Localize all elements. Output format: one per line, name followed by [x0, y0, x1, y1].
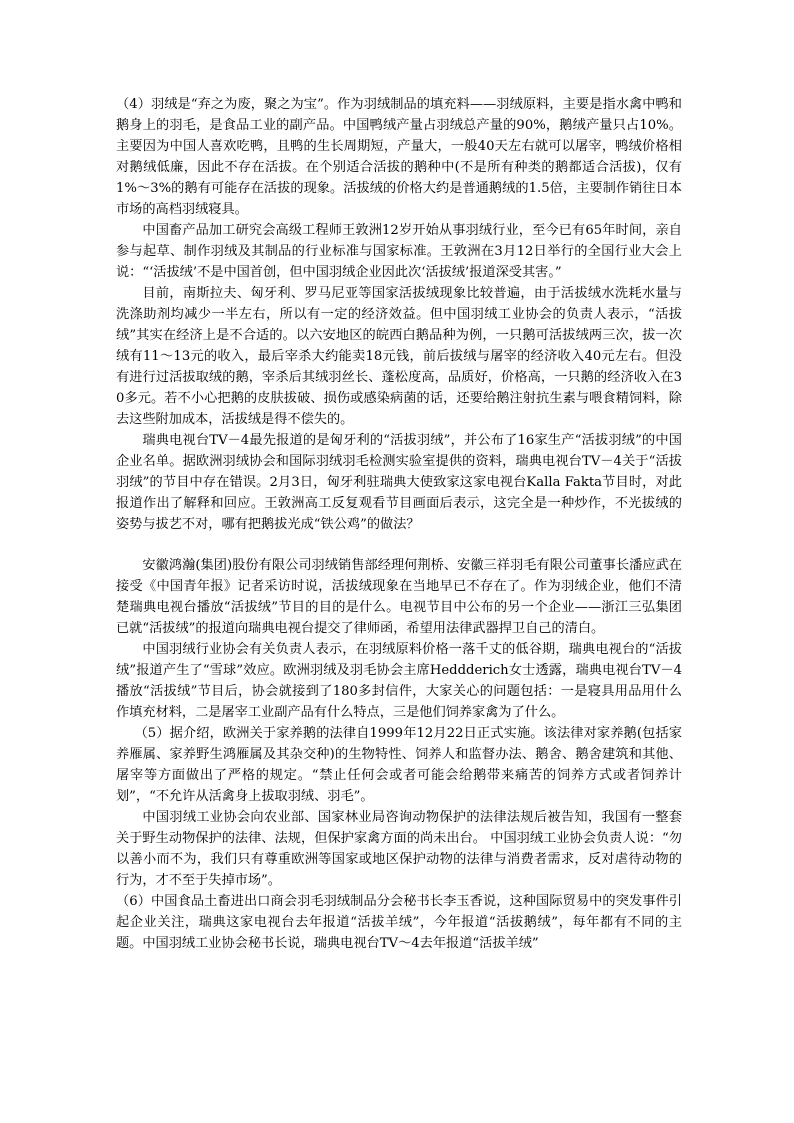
- paragraph-6: 中国羽绒行业协会有关负责人表示，在羽绒原料价格一落千丈的低谷期，瑞典电视台的“活拔绒”报道产生了“雪球”效应。欧洲羽绒及羽毛协会主席Heddderich女士透露，瑞典电视台TV－4播放“活拔绒”节目后，协会就接到了180多封信件，大家关心的问题包括：一是寝具用品用什么作填充材料，二是屠宰工业副产品有什么特点，三是他们饲养家禽为了什么。: [116, 642, 682, 720]
- paragraph-2: 中国畜产品加工研究会高级工程师王敦洲12岁开始从事羽绒行业，至今已有65年时间，亲自参与起草、制作羽绒及其制品的行业标准与国家标准。王敦洲在3月12日举行的全国行业大会上说：“‘活拔绒’不是中国首创，但中国羽绒企业因此次‘活拔绒’报道深受其害。”: [116, 223, 682, 280]
- paragraph-9: （6）中国食品土畜进出口商会羽毛羽绒制品分会秘书长李玉香说，这种国际贸易中的突发事件引起企业关注，瑞典这家电视台去年报道“活拔羊绒”，今年报道“活拔鹅绒”，每年都有不同的主题。中国羽绒工业协会秘书长说，瑞典电视台TV～4去年报道“活拔羊绒”: [116, 894, 682, 951]
- paragraph-4: 瑞典电视台TV－4最先报道的是匈牙利的“活拔羽绒”，并公布了16家生产“活拔羽绒”的中国企业名单。据欧洲羽绒协会和国际羽绒羽毛检测实验室提供的资料，瑞典电视台TV－4关于“活拔羽绒”的节目中存在错误。2月3日，匈牙利驻瑞典大使致家这家电视台Kalla Fakta节目时，对此报道作出了解释和回应。王敦洲高工反复观看节目画面后表示，这完全是一种炒作，不光拔绒的姿势与拔艺不对，哪有把鹅拔光成“铁公鸡”的做法？: [116, 433, 682, 532]
- document-page: [116, 94, 682, 954]
- paragraph-3: 目前，南斯拉夫、匈牙利、罗马尼亚等国家活拔绒现象比较普遍，由于活拔绒水洗耗水量与洗涤助剂均减少一半左右，所以有一定的经济效益。但中国羽绒工业协会的负责人表示，“活拔绒”其实在经济上是不合适的。以六安地区的皖西白鹅品种为例，一只鹅可活拔绒两三次，拔一次绒有11～13元的收入，最后宰杀大约能卖18元钱，前后拔绒与屠宰的经济收入40元左右。但没有进行过活拔取绒的鹅，宰杀后其绒羽丝长、蓬松度高，品质好，价格高，一只鹅的经济收入在30多元。若不小心把鹅的皮肤拔破、损伤或感染病菌的话，还要给鹅注射抗生素与喂食精饲料，除去这些附加成本，活拔绒是得不偿失的。: [116, 286, 682, 427]
- paragraph-8: 中国羽绒工业协会向农业部、国家林业局咨询动物保护的法律法规后被告知，我国有一整套关于野生动物保护的法律、法规，但保护家禽方面的尚未出台。 中国羽绒工业协会负责人说：“勿以善小而不为，我们只有尊重欧洲等国家或地区保护动物的法律与消费者需求，反对虐待动物的行为，才不至于失掉市场”。: [116, 810, 682, 888]
- paragraph-5: 安徽鸿瀚(集团)股份有限公司羽绒销售部经理何荆桥、安徽三祥羽毛有限公司董事长潘应武在接受《中国青年报》记者采访时说，活拔绒现象在当地早已不存在了。作为羽绒企业，他们不清楚瑞典电视台播放“活拔绒”节目的目的是什么。电视节目中公布的另一个企业——浙江三弘集团已就“活拔绒”的报道向瑞典电视台提交了律师函，希望用法律武器捍卫自己的清白。: [116, 558, 682, 636]
- paragraph-1: （4）羽绒是“弃之为废，聚之为宝”。作为羽绒制品的填充料——羽绒原料，主要是指水禽中鸭和鹅身上的羽毛，是食品工业的副产品。中国鸭绒产量占羽绒总产量的90%，鹅绒产量只占10%。主要因为中国人喜欢吃鸭，且鸭的生长周期短，产量大，一般40天左右就可以屠宰，鸭绒价格相对鹅绒低廉，因此不存在活拔。在个别适合活拔的鹅种中(不是所有种类的鹅都适合活拔)，仅有1%～3%的鹅有可能存在活拔的现象。活拔绒的价格大约是普通鹅绒的1.5倍，主要制作销往日本市场的高档羽绒寝具。: [116, 97, 682, 217]
- paragraph-gap: [116, 535, 682, 555]
- paragraph-7: （5）据介绍，欧洲关于家养鹅的法律自1999年12月22日正式实施。该法律对家养鹅(包括家养雁属、家养野生鸿雁属及其杂交种)的生物特性、饲养人和监督办法、鹅舍、鹅舍建筑和其他、屠宰等方面做出了严格的规定。“禁止任何会或者可能会给鹅带来痛苦的饲养方式或者饲养计划”，“不允许从活禽身上拔取羽绒、羽毛”。: [116, 726, 682, 804]
